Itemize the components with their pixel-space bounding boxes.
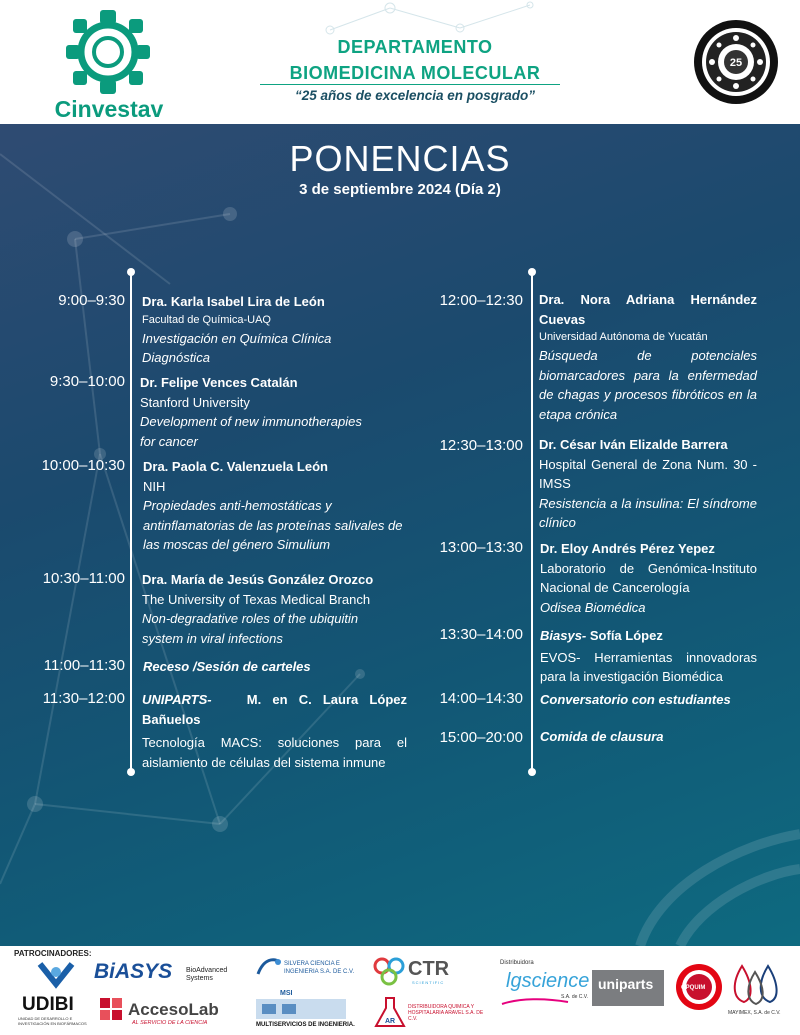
udibi-subtitle: UNIDAD DE DESARROLLO E INVESTIGACIÓN EN BIOFÁRMACOS: [18, 1016, 87, 1026]
silvera-name: SILVERA CIENCIA E INGENIERIA S.A. DE C.V.: [284, 961, 355, 975]
mayimex-name: MAYIMEX, S.A. de C.V.: [728, 1010, 781, 1016]
schedule-entry: [539, 435, 757, 533]
time-slot: 15:00–20:00: [439, 729, 523, 746]
schedule-entry: [540, 727, 757, 747]
tagline: “25 años de excelencia en posgrado”: [294, 88, 536, 103]
speaker-affiliation: Universidad Autónoma de Yucatán: [539, 331, 708, 343]
talk-title: Development of new immunotherapies for cancer: [140, 414, 362, 449]
speaker-name: Dr. Felipe Vences Catalán: [140, 375, 298, 390]
speaker-name: Dr. Eloy Andrés Pérez Yepez: [540, 541, 715, 556]
speaker-affiliation: NIH: [143, 478, 166, 494]
time-slot: 11:30–12:00: [42, 690, 125, 707]
time-slot: 12:00–12:30: [439, 292, 523, 309]
timeline-right: [531, 272, 533, 772]
schedule-entry: [143, 457, 408, 555]
schedule-entry: [142, 690, 407, 772]
timeline-left-bottom-dot: [127, 768, 135, 776]
time-slot: 11:00–11:30: [43, 657, 125, 674]
speaker-name: Dra. Karla Isabel Lira de León: [142, 294, 325, 309]
speaker-affiliation: Stanford University: [140, 394, 250, 410]
svg-text:AR: AR: [384, 1018, 396, 1025]
timeline-left-top-dot: [127, 268, 135, 276]
schedule-entry: [540, 626, 757, 687]
time-slot: 10:30–11:00: [42, 570, 125, 587]
talk-title: Propiedades anti-hemostáticas y antinflamatorias de las proteínas salivales de las moscas del género Simulium: [143, 498, 403, 552]
ctr-name: CTR: [408, 958, 450, 980]
ctr-logo-icon: [372, 956, 406, 986]
speaker-affiliation: Facultad de Química-UAQ: [142, 313, 271, 326]
speaker-line: [540, 626, 757, 646]
ctr-subtitle: SCIENTIFIC: [412, 980, 445, 985]
anniversary-seal-icon: [692, 18, 780, 106]
speaker-name: M. en C. Laura López Bañuelos: [142, 692, 407, 727]
time-slot: 13:30–14:00: [439, 626, 523, 643]
timeline-left: [130, 272, 132, 772]
talk-title: Búsqueda de potenciales biomarcadores para la enfermedad de chagas y procesos fibróticos en la etapa crónica: [539, 348, 757, 422]
udibi-logo-icon: [36, 962, 76, 992]
sponsors-title: PATROCINADORES:: [14, 949, 92, 958]
time-slot: 14:00–14:30: [439, 690, 523, 707]
speaker-affiliation: Laboratorio de Genómica-Instituto Nacional de Cancerología: [540, 560, 757, 595]
talk-title: Investigación en Química Clínica Diagnóstica: [142, 330, 332, 365]
aravel-logo-icon: [372, 996, 408, 1030]
schedule-entry: [142, 570, 412, 648]
break-label: Receso /Sesión de carteles: [143, 659, 311, 674]
schedule-entry: [140, 373, 410, 451]
time-slot: 9:30–10:00: [49, 373, 125, 390]
lgscience-swoosh-icon: [500, 996, 570, 1006]
time-slot: 12:30–13:00: [439, 437, 523, 454]
page-subtitle: 3 de septiembre 2024 (Día 2): [299, 181, 501, 198]
qpquim-name: QPQUIM: [681, 985, 706, 991]
lgscience-prefix: Distribuidora: [500, 960, 534, 966]
lgscience-subtitle: S.A. de C.V.: [561, 994, 589, 1000]
company-name: UNIPARTS-: [142, 692, 212, 707]
company-name: Biasys-: [540, 628, 587, 643]
msi-subtitle: MULTISERVICIOS DE INGENIERIA.: [256, 1022, 355, 1028]
speaker-name: Dr. César Iván Elizalde Barrera: [539, 437, 728, 452]
schedule-entry: [539, 290, 757, 424]
page-title: PONENCIAS: [289, 138, 511, 179]
speaker-name: Dra. Paola C. Valenzuela León: [143, 459, 328, 474]
header: [0, 0, 800, 124]
sponsors-bar: [0, 946, 800, 1035]
accesolab-name: AccesoLab: [128, 1000, 219, 1019]
time-slot: 10:00–10:30: [41, 457, 125, 474]
event-label: Comida de clausura: [540, 729, 664, 744]
speaker-name: Dra. María de Jesús González Orozco: [142, 572, 374, 587]
talk-title: EVOS- Herramientas innovadoras para la investigación Biomédica: [540, 649, 757, 684]
aravel-name: DISTRIBUIDORA QUIMICA Y HOSPITALARIA ARAVEL S.A. DE C.V.: [408, 1004, 484, 1022]
speaker-affiliation: Hospital General de Zona Num. 30 -IMSS: [539, 456, 757, 491]
event-label: Conversatorio con estudiantes: [540, 692, 731, 707]
lgscience-name: lgscience: [506, 970, 590, 992]
udibi-name: UDIBI: [22, 994, 74, 1015]
talk-title: Non-degradative roles of the ubiquitin system in viral infections: [142, 611, 359, 646]
speaker-name: Sofía López: [589, 628, 663, 643]
silvera-logo-icon: [256, 956, 282, 978]
talk-title: Tecnología MACS: soluciones para el aislamiento de células del sistema inmune: [142, 735, 407, 770]
talk-title: Resistencia a la insulina: El síndrome clínico: [539, 495, 757, 530]
timeline-right-top-dot: [528, 268, 536, 276]
time-slot: 13:00–13:30: [439, 539, 523, 556]
department-line-2: BIOMEDICINA MOLECULAR: [289, 63, 541, 83]
schedule-entry: [540, 539, 757, 617]
time-slot: 9:00–9:30: [58, 292, 125, 309]
speaker-name: Dra. Nora Adriana Hernández Cuevas: [539, 292, 757, 327]
schedule-entry: [143, 657, 408, 677]
msi-logo-icon: [256, 999, 346, 1019]
biasys-subtitle: BioAdvanced Systems: [186, 967, 228, 982]
biasys-name: BiASYS: [94, 960, 173, 983]
mayimex-logo-icon: [728, 962, 784, 1006]
department-line-1: DEPARTAMENTO: [337, 37, 493, 57]
uniparts-logo: [592, 970, 664, 1006]
schedule-entry: [142, 292, 412, 368]
timeline-right-bottom-dot: [528, 768, 536, 776]
speaker-affiliation: The University of Texas Medical Branch: [142, 591, 371, 607]
talk-title: Odisea Biomédica: [540, 599, 646, 615]
accesolab-logo-icon: [100, 998, 124, 1020]
accesolab-subtitle: AL SERVICIO DE LA CIENCIA: [132, 1020, 208, 1026]
svg-text:25: 25: [729, 57, 743, 69]
cinvestav-wordmark: Cinvestav: [54, 96, 164, 122]
uniparts-name: uniparts: [598, 976, 654, 992]
msi-name: MSI: [280, 990, 293, 997]
divider: [260, 84, 560, 85]
speaker-line: [142, 690, 407, 729]
department-title: [230, 34, 600, 86]
schedule-entry: [540, 690, 757, 710]
